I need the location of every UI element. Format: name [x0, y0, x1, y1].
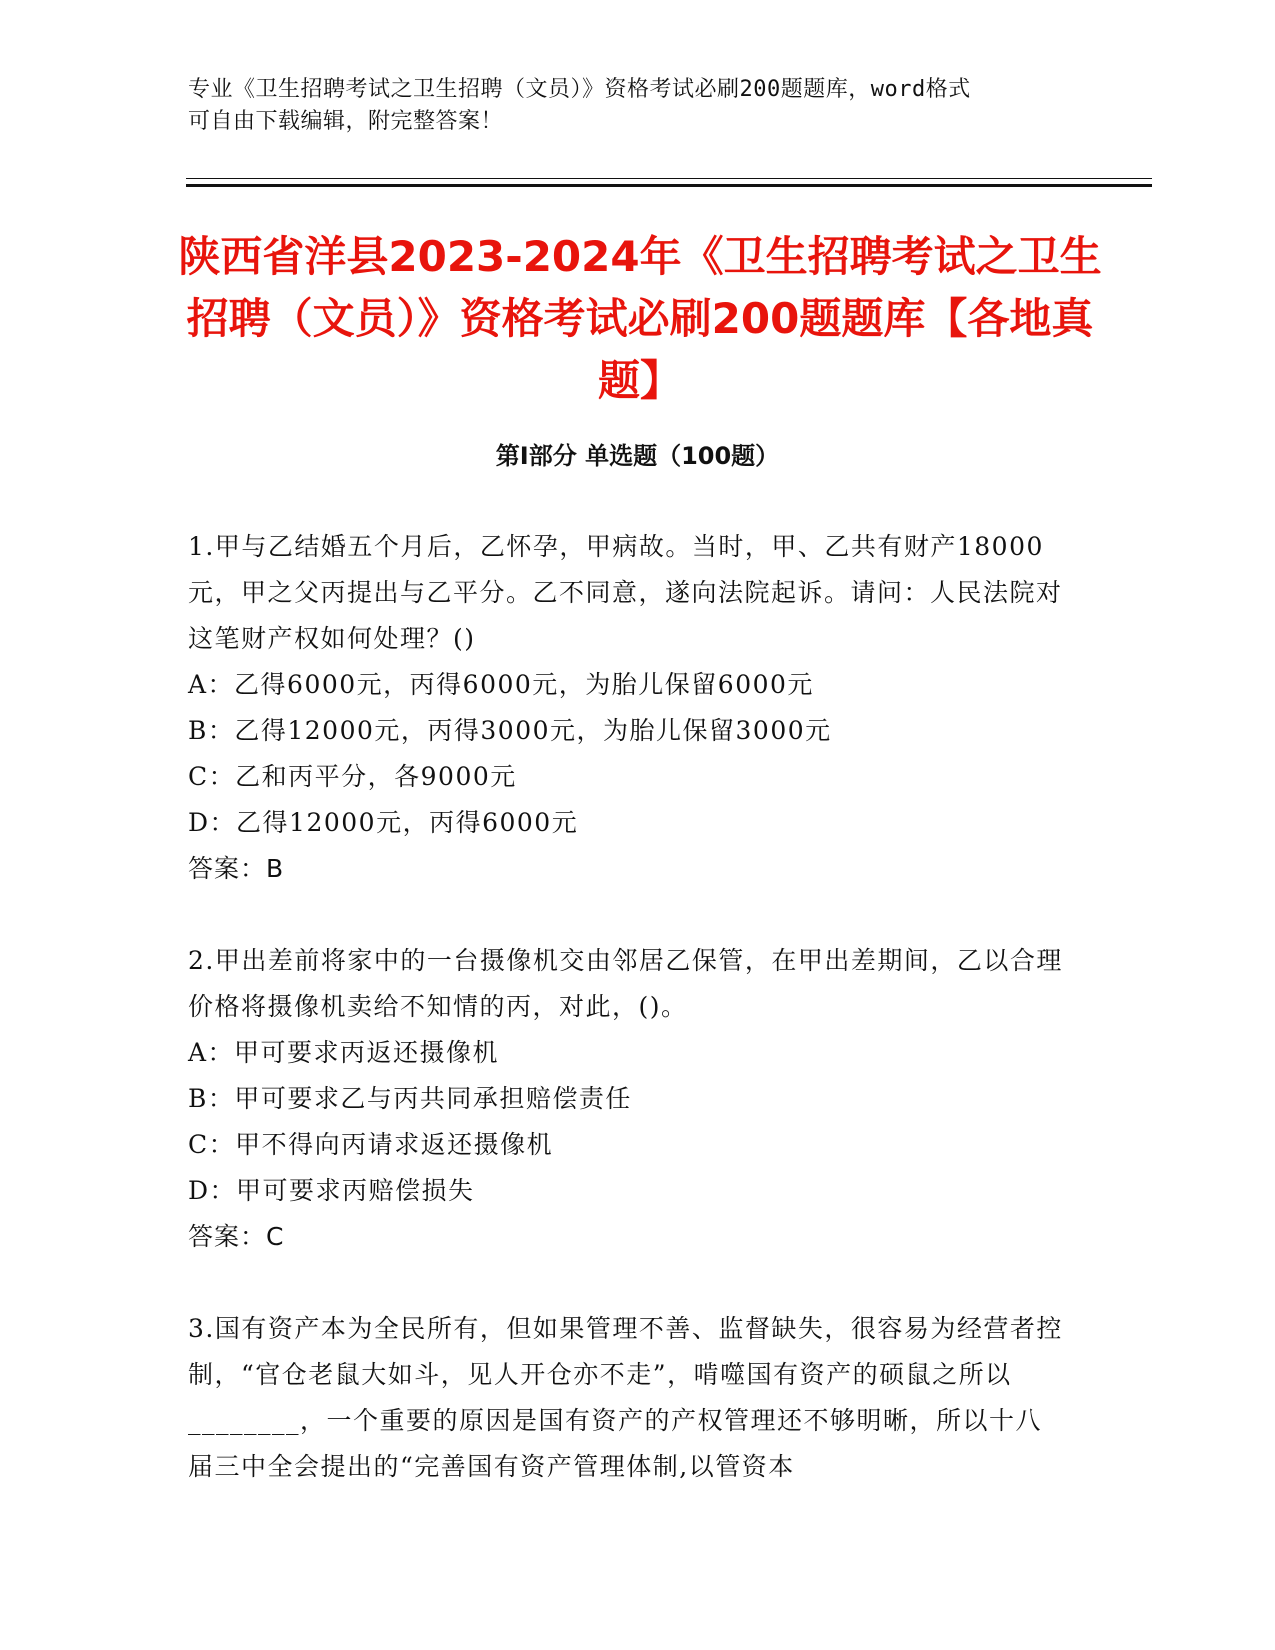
- option-c: C：甲不得向丙请求返还摄像机: [188, 1130, 554, 1159]
- section-heading: 第I部分 单选题（100题）: [495, 442, 780, 470]
- answer-label: 答案：B: [188, 854, 285, 883]
- option-b: B：甲可要求乙与丙共同承担赔偿责任: [188, 1084, 632, 1113]
- question-1: [188, 524, 1068, 892]
- header-divider-thin: [186, 178, 1152, 179]
- question-spacer: [188, 892, 1068, 938]
- answer-label: 答案：C: [188, 1222, 285, 1251]
- option-b: B：乙得12000元，丙得3000元，为胎儿保留3000元: [188, 716, 832, 745]
- question-list: [188, 524, 1068, 1490]
- option-c: C：乙和丙平分，各9000元: [188, 762, 517, 791]
- header-note: 专业《卫生招聘考试之卫生招聘（文员）》资格考试必刷200题题库，word格式 可自由下载编辑，附完整答案！: [188, 77, 971, 134]
- option-a: A：乙得6000元，丙得6000元，为胎儿保留6000元: [188, 670, 814, 699]
- document-title: 陕西省洋县2023-2024年《卫生招聘考试之卫生招聘（文员）》资格考试必刷200题题库【各地真题】: [178, 232, 1102, 405]
- question-3: [188, 1306, 1068, 1490]
- option-a: A：甲可要求丙返还摄像机: [188, 1038, 500, 1067]
- question-spacer: [188, 1260, 1068, 1306]
- question-stem: 3.国有资产本为全民所有，但如果管理不善、监督缺失，很容易为经营者控制，“官仓老鼠大如斗，见人开仓亦不走”，啃噬国有资产的硕鼠之所以________，一个重要的原因是国有资产的产权管理还不够明晰，所以十八届三中全会提出的“完善国有资产管理体制,以管资本: [188, 1314, 1063, 1481]
- question-2: [188, 938, 1068, 1260]
- header-divider-thick: [186, 184, 1152, 187]
- option-d: D：乙得12000元，丙得6000元: [188, 808, 579, 837]
- option-d: D：甲可要求丙赔偿损失: [188, 1176, 475, 1205]
- question-stem: 2.甲出差前将家中的一台摄像机交由邻居乙保管，在甲出差期间，乙以合理价格将摄像机卖给不知情的丙，对此，()。: [188, 946, 1063, 1021]
- question-stem: 1.甲与乙结婚五个月后，乙怀孕，甲病故。当时，甲、乙共有财产18000元，甲之父丙提出与乙平分。乙不同意，遂向法院起诉。请问：人民法院对这笔财产权如何处理？(): [188, 532, 1063, 653]
